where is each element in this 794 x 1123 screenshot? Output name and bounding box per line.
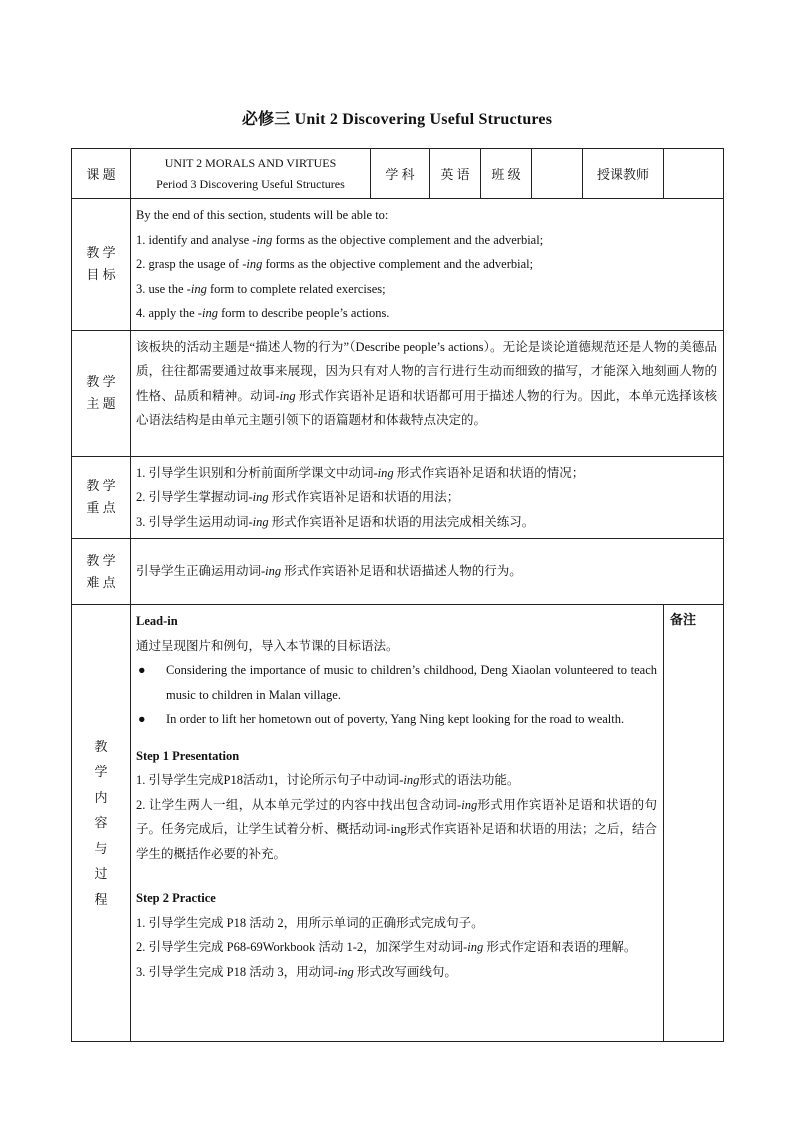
lead-in-bullet: ● In order to lift her hometown out of poverty, Yang Ning kept looking for the road to wealth. [136,707,657,732]
course-title-line1: UNIT 2 MORALS AND VIRTUES [164,155,337,170]
step2-item: 3. 引导学生完成 P18 活动 3，用动词-ing 形式改写画线句。 [136,964,457,979]
course-title-line2: Period 3 Discovering Useful Structures [156,176,345,191]
course-title [131,149,371,199]
key-point-item: 2. 引导学生掌握动词-ing 形式作宾语补足语和状语的用法； [136,490,460,504]
course-label: 课 题 [72,149,131,199]
notes-column: 备注 [664,605,724,1042]
process-content [131,605,664,1042]
key-points-content [131,456,724,539]
theme-label: 教 学 主 题 [72,330,131,456]
bullet-icon: ● [138,663,146,677]
lead-in-intro: 通过呈现图片和例句，导入本节课的目标语法。 [136,638,399,653]
step1-heading: Step 1 Presentation [136,748,240,763]
difficulties-label: 教 学 难 点 [72,539,131,605]
difficulties-row [72,539,724,605]
lead-in-heading: Lead-in [136,614,178,628]
subject-value: 英 语 [430,149,481,199]
page-title: 必修三 Unit 2 Discovering Useful Structures [241,111,553,128]
difficulties-text: 引导学生正确运用动词-ing 形式作宾语补足语和状语描述人物的行为。 [136,564,522,579]
key-points-row [72,456,724,539]
step2-item: 1. 引导学生完成 P18 活动 2，用所示单词的正确形式完成句子。 [136,915,484,930]
objective-item: 4. apply the -ing form to describe people’s actions. [136,306,390,320]
lead-in-bullet: ● Considering the importance of music to children’s childhood, Deng Xiaolan volunteered to teach music to children in Malan village. [136,658,657,707]
theme-paragraph: 该板块的活动主题是“描述人物的行为”（Describe people’s actions）。无论是谈论道德规范还是人物的美德品质，往往都需要通过故事来展现，因为只有对人物的言行进行生动而细致的描写，才能深入地刻画人物的性格、品质和精神。动词-ing 形式作宾语补足语和状语都可用于描述人物的行为。因此，本单元选择该核心语法结构是由单元主题引领下的语篇题材和体裁特点决定的。 [136,339,717,427]
step2-item: 2. 引导学生完成 P68-69Workbook 活动 1-2，加深学生对动词-ing 形式作定语和表语的理解。 [136,940,637,954]
bullet-icon: ● [138,712,146,726]
step1-item: 2. 让学生两人一组，从本单元学过的内容中找出包含动词-ing形式用作宾语补足语和状语的句子。任务完成后，让学生试着分析、概括动词-ing形式作宾语补足语和状语的用法；之后，结合学生的概括作必要的补充。 [136,797,657,861]
teacher-value [664,149,724,199]
objectives-label: 教 学 目 标 [72,199,131,331]
key-points-label: 教 学 重 点 [72,456,131,539]
objective-item: 3. use the -ing form to complete related exercises; [136,281,386,296]
header-row [72,149,724,199]
class-label: 班 级 [481,149,532,199]
objectives-intro: By the end of this section, students will be able to: [136,208,389,222]
step1-item: 1. 引导学生完成P18活动1，讨论所示句子中动词-ing形式的语法功能。 [136,773,520,787]
lesson-plan-table [71,148,724,1042]
key-point-item: 3. 引导学生运用动词-ing 形式作宾语补足语和状语的用法完成相关练习。 [136,514,535,529]
process-row [72,605,724,1042]
teacher-label: 授课教师 [583,149,664,199]
difficulties-content [131,539,724,605]
step2-heading: Step 2 Practice [136,891,216,905]
class-value [532,149,583,199]
process-label: 教 学 内 容 与 过 程 [72,605,131,1042]
theme-row [72,330,724,456]
objective-item: 2. grasp the usage of -ing forms as the objective complement and the adverbial; [136,257,534,271]
objectives-row [72,199,724,331]
theme-content [131,330,724,456]
objectives-content [131,199,724,331]
key-point-item: 1. 引导学生识别和分析前面所学课文中动词-ing 形式作宾语补足语和状语的情况； [136,465,585,480]
subject-label: 学 科 [371,149,430,199]
objective-item: 1. identify and analyse -ing forms as the objective complement and the adverbial; [136,232,544,247]
